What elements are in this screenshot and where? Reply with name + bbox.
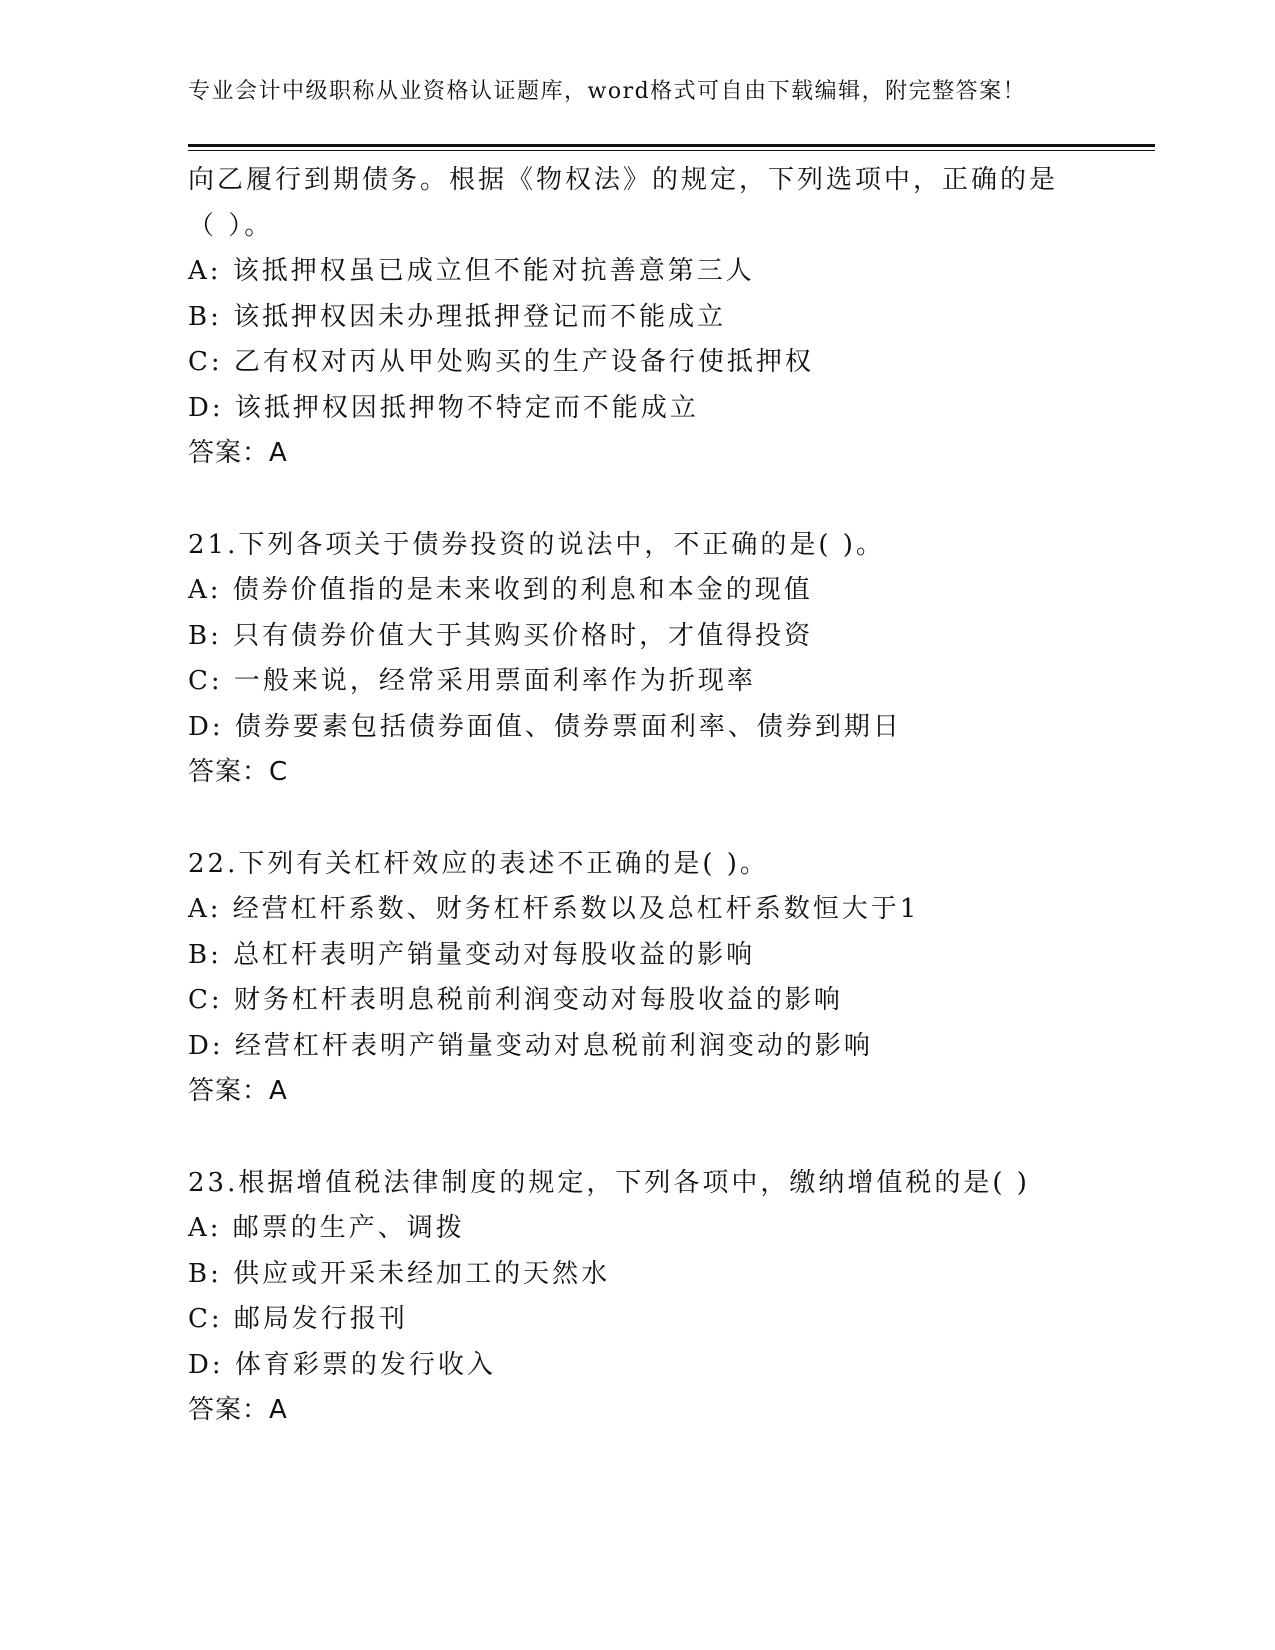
question-stem: （ ）。 (188, 210, 274, 241)
option-d: D: 体育彩票的发行收入 (188, 1349, 496, 1380)
header-rule-thick (188, 144, 1155, 147)
answer: 答案：A (188, 1076, 288, 1106)
question-stem: 22.下列有关杠杆效应的表述不正确的是( )。 (188, 848, 769, 879)
option-c: C: 乙有权对丙从甲处购买的生产设备行使抵押权 (188, 347, 814, 377)
option-c: C: 财务杠杆表明息税前利润变动对每股收益的影响 (188, 985, 843, 1015)
option-d: D: 债券要素包括债券面值、债券票面利率、债券到期日 (188, 711, 902, 742)
spacer (188, 1115, 1128, 1161)
option-c: C: 邮局发行报刊 (188, 1304, 408, 1334)
document-body (188, 158, 1128, 1434)
option-a: A: 债券价值指的是未来收到的利息和本金的现值 (188, 575, 813, 605)
option-b: B: 该抵押权因未办理抵押登记而不能成立 (188, 301, 727, 332)
page-header: 专业会计中级职称从业资格认证题库，word格式可自由下载编辑，附完整答案！ (188, 79, 1027, 104)
question-stem: 23.根据增值税法律制度的规定，下列各项中，缴纳增值税的是( ) (188, 1167, 1030, 1198)
option-a: A: 经营杠杆系数、财务杠杆系数以及总杠杆系数恒大于1 (188, 894, 920, 924)
option-a: A: 邮票的生产、调拨 (188, 1213, 465, 1243)
question-stem: 21.下列各项关于债券投资的说法中，不正确的是( )。 (188, 529, 885, 560)
option-a: A: 该抵押权虽已成立但不能对抗善意第三人 (188, 256, 755, 286)
option-b: B: 供应或开采未经加工的天然水 (188, 1258, 611, 1289)
question-block-continued (188, 158, 1128, 477)
spacer (188, 796, 1128, 842)
spacer (188, 477, 1128, 523)
header-rule-thin (188, 150, 1155, 151)
answer: 答案：A (188, 438, 288, 468)
question-stem: 向乙履行到期债务。根据《物权法》的规定，下列选项中，正确的是 (188, 165, 1059, 195)
answer: 答案：A (188, 1395, 288, 1425)
option-d: D: 该抵押权因抵押物不特定而不能成立 (188, 392, 699, 423)
question-block-22 (188, 842, 1128, 1115)
option-b: B: 总杠杆表明产销量变动对每股收益的影响 (188, 939, 756, 970)
option-b: B: 只有债券价值大于其购买价格时，才值得投资 (188, 620, 814, 651)
question-block-21 (188, 523, 1128, 796)
option-c: C: 一般来说，经常采用票面利率作为折现率 (188, 666, 756, 696)
answer: 答案：C (188, 757, 289, 787)
question-block-23 (188, 1161, 1128, 1434)
option-d: D: 经营杠杆表明产销量变动对息税前利润变动的影响 (188, 1030, 873, 1061)
